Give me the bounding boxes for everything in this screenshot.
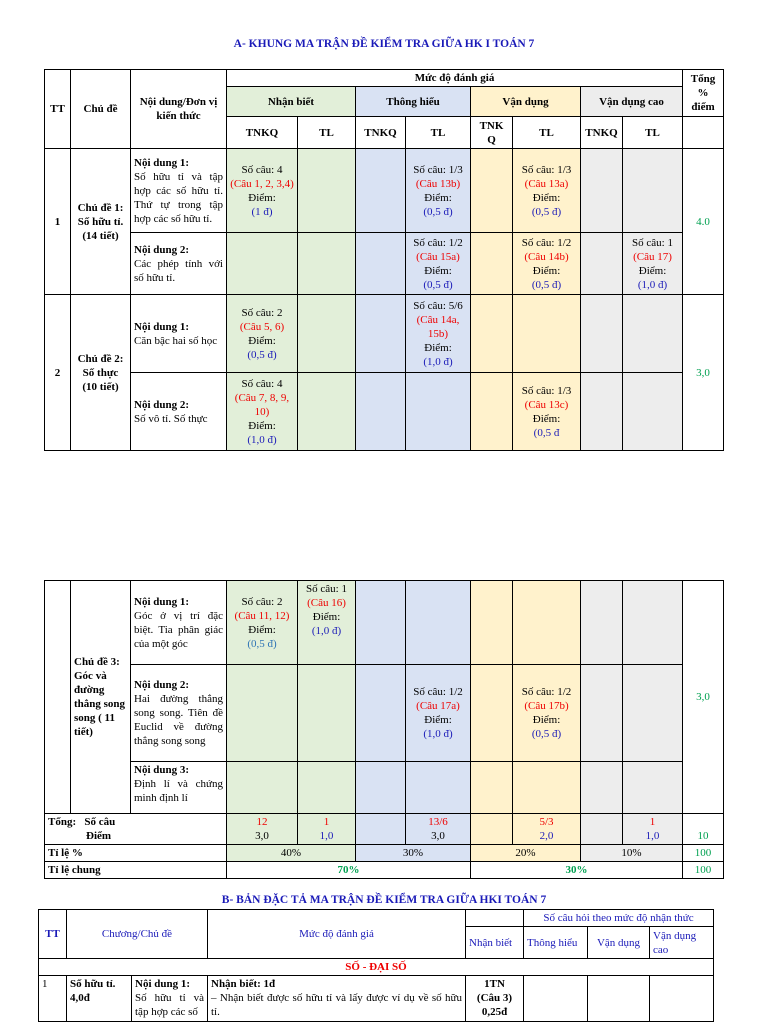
ratio-vd: 20% — [471, 845, 581, 862]
spec-row-chuong: Số hữu tỉ. 4,0đ — [67, 976, 132, 1022]
spec-level-th: Thông hiểu — [524, 927, 588, 959]
header-tt: TT — [45, 70, 71, 149]
sub-tl: TL — [406, 117, 471, 149]
level-nhan-biet: Nhận biết — [227, 87, 356, 117]
header-muc-do: Mức độ đánh giá — [227, 70, 683, 87]
cell-r1-vd: Số câu: 1/3 (Câu 13a) Điểm: (0,5 đ) — [513, 149, 581, 233]
matrix-table-2 — [44, 580, 724, 879]
topic-1-content-1: Nội dung 1: Số hữu tỉ và tập hợp các số hữu tỉ. Thứ tự trong tập hợp các số hữu tỉ. — [131, 149, 227, 233]
topic-3-content-3: Nội dung 3: Định lí và chứng minh định lí — [131, 762, 227, 814]
spec-row-nhan-biet: 1TN (Câu 3) 0,25đ — [466, 976, 524, 1022]
cell-r1-th: Số câu: 1/3 (Câu 13b) Điểm: (0,5 đ) — [406, 149, 471, 233]
spec-level-vdc: Vận dụng cao — [650, 927, 714, 959]
ratio-vdc: 10% — [581, 845, 683, 862]
cell-r6-th: Số câu: 1/2 (Câu 17a) Điểm: (1,0 đ) — [406, 665, 471, 762]
section-a-title: A- KHUNG MA TRẬN ĐỀ KIỂM TRA GIỮA HK I TOÁN 7 — [233, 38, 535, 50]
cell-r3-th: Số câu: 5/6 (Câu 14a, 15b) Điểm: (1,0 đ) — [406, 295, 471, 373]
spec-header-tt: TT — [39, 910, 67, 959]
spec-section-title: SỐ - ĐẠI SỐ — [39, 959, 714, 976]
topic-3-name: Chủ đề 3: Góc và đường thẳng song song ( 11 tiết) — [71, 581, 131, 814]
spec-level-nb: Nhận biết — [466, 927, 524, 959]
cell-r4-vd: Số câu: 1/3 (Câu 13c) Điểm: (0,5 đ — [513, 373, 581, 451]
sub-tl: TL — [623, 117, 683, 149]
topic-3-content-2: Nội dung 2: Hai đường thẳng song song. Tiên đề Euclid về đường thẳng song song — [131, 665, 227, 762]
spec-header-muc-do: Mức độ đánh giá — [208, 910, 466, 959]
total-nb-tnkq: 12 3,0 — [227, 814, 298, 845]
spec-level-vd: Vận dụng — [588, 927, 650, 959]
total-th-tl: 13/6 3,0 — [406, 814, 471, 845]
general-ratio-total: 100 — [683, 862, 724, 879]
header-noi-dung: Nội dung/Đơn vị kiến thức — [131, 70, 227, 149]
matrix-table-1 — [44, 69, 724, 451]
topic-2-total: 3,0 — [683, 295, 724, 451]
cell-r6-vd: Số câu: 1/2 (Câu 17b) Điểm: (0,5 đ) — [513, 665, 581, 762]
spec-header-so-cau: Số câu hỏi theo mức độ nhận thức — [524, 910, 714, 927]
header-tong: Tổng % điểm — [683, 70, 724, 117]
topic-1-content-2: Nội dung 2: Các phép tính với số hữu tỉ. — [131, 233, 227, 295]
total-vd-tl: 5/3 2,0 — [513, 814, 581, 845]
cell-r4-nb: Số câu: 4 (Câu 7, 8, 9, 10) Điểm: (1,0 đ) — [227, 373, 298, 451]
total-sum: 10 — [683, 814, 724, 845]
topic-2-name: Chủ đề 2: Số thực (10 tiết) — [71, 295, 131, 451]
cell-r2-vd: Số câu: 1/2 (Câu 14b) Điểm: (0,5 đ) — [513, 233, 581, 295]
cell-r5-nb-tl: Số câu: 1 (Câu 16) Điểm: (1,0 đ) — [298, 581, 356, 665]
header-chu-de: Chủ đề — [71, 70, 131, 149]
level-van-dung: Vận dụng — [471, 87, 581, 117]
topic-2-content-1: Nội dung 1: Căn bậc hai số học — [131, 295, 227, 373]
spec-row-muc-do: Nhận biết: 1đ – Nhận biết được số hữu tỉ và lấy được ví dụ về số hữu tỉ. — [208, 976, 466, 1022]
sub-tnkq: TNK Q — [471, 117, 513, 149]
sub-tnkq: TNKQ — [581, 117, 623, 149]
cell-r2-vdc: Số câu: 1 (Câu 17) Điểm: (1,0 đ) — [623, 233, 683, 295]
cell-r3-nb: Số câu: 2 (Câu 5, 6) Điểm: (0,5 đ) — [227, 295, 298, 373]
sub-tnkq: TNKQ — [356, 117, 406, 149]
level-thong-hieu: Thông hiểu — [356, 87, 471, 117]
spec-row-tt: 1 — [39, 976, 67, 1022]
cell-r1-nb: Số câu: 4 (Câu 1, 2, 3,4) Điểm: (1 đ) — [227, 149, 298, 233]
spec-row-noi-dung: Nội dung 1: Số hữu tỉ và tập hợp các số — [132, 976, 208, 1022]
topic-3-total: 3,0 — [683, 581, 724, 814]
topic-2-content-2: Nội dung 2: Số vô tỉ. Số thực — [131, 373, 227, 451]
ratio-total: 100 — [683, 845, 724, 862]
cell-r5-nb: Số câu: 2 (Câu 11, 12) Điểm: (0,5 đ) — [227, 581, 298, 665]
topic-1-name: Chủ đề 1: Số hữu tỉ. (14 tiết) — [71, 149, 131, 295]
spec-header-chuong: Chương/Chủ đề — [67, 910, 208, 959]
general-ratio-label: Tỉ lệ chung — [45, 862, 227, 879]
total-nb-tl: 1 1,0 — [298, 814, 356, 845]
ratio-nb: 40% — [227, 845, 356, 862]
topic-1-total: 4.0 — [683, 149, 724, 295]
sub-tl: TL — [298, 117, 356, 149]
level-van-dung-cao: Vận dụng cao — [581, 87, 683, 117]
sub-tl: TL — [513, 117, 581, 149]
general-ratio-b: 30% — [471, 862, 683, 879]
section-b-title: B- BẢN ĐẶC TẢ MA TRẬN ĐỀ KIỂM TRA GIỮA HKI TOÁN 7 — [221, 894, 547, 906]
spec-table — [38, 909, 714, 1022]
ratio-label: Tỉ lệ % — [45, 845, 227, 862]
cell-r2-th: Số câu: 1/2 (Câu 15a) Điểm: (0,5 đ) — [406, 233, 471, 295]
general-ratio-a: 70% — [227, 862, 471, 879]
topic-1-tt: 1 — [45, 149, 71, 295]
topic-3-content-1: Nội dung 1: Góc ở vị trí đặc biệt. Tia phân giác của một góc — [131, 581, 227, 665]
total-vdc-tl: 1 1,0 — [623, 814, 683, 845]
sub-tnkq: TNKQ — [227, 117, 298, 149]
topic-2-tt: 2 — [45, 295, 71, 451]
ratio-th: 30% — [356, 845, 471, 862]
totals-label: Tổng: Số câu Điểm — [45, 814, 227, 845]
